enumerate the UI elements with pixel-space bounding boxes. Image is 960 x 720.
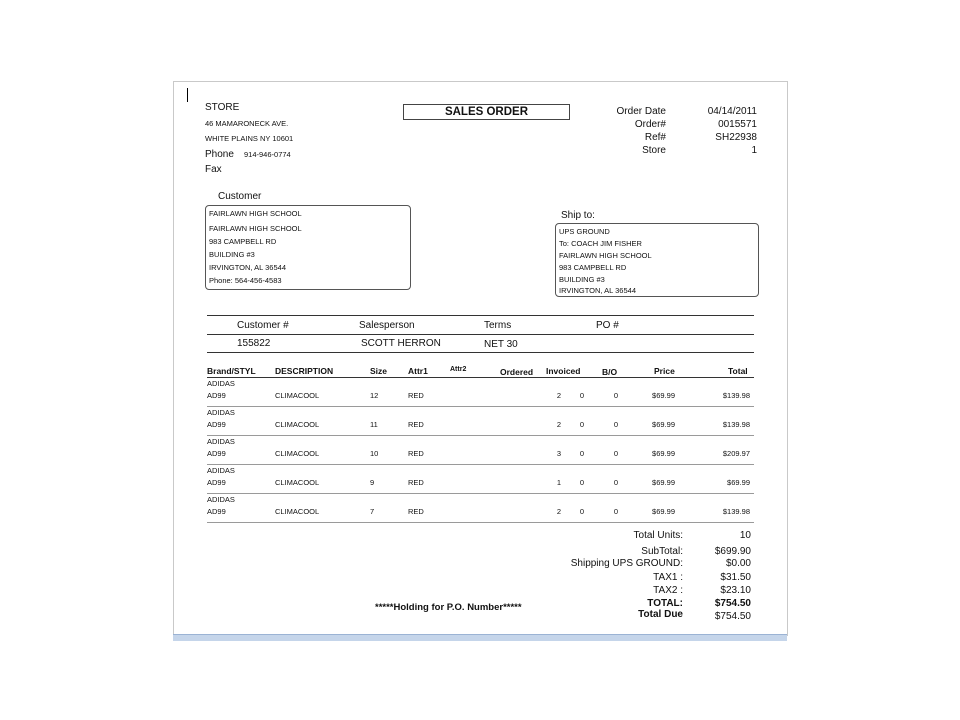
tax2: $23.10 [720,585,751,596]
customer-line-4: BUILDING #3 [209,250,255,259]
shipping-label: Shipping UPS GROUND: [570,558,683,569]
item-size: 9 [370,478,375,487]
item-ordered: 2 [556,391,561,400]
attr1-header: Attr1 [408,366,428,376]
item-description: CLIMACOOL [275,478,320,487]
tax2-label: TAX2 : [653,585,683,596]
item-attr1: RED [408,391,424,400]
tax1: $31.50 [720,572,751,583]
ship-to-line-3: FAIRLAWN HIGH SCHOOL [559,251,652,260]
order-info-bottom-rule [207,352,754,353]
shipping: $0.00 [725,558,751,569]
order-date-label: Order Date [616,106,666,117]
store-fax-label: Fax [205,164,222,175]
row-divider [207,464,754,465]
item-style: AD99 [207,478,226,487]
item-attr1: RED [408,449,424,458]
item-size: 12 [370,391,379,400]
item-attr1: RED [408,420,424,429]
item-description: CLIMACOOL [275,507,320,516]
item-price: $69.99 [652,478,675,487]
customer-address-box [205,205,411,290]
terms-header: Terms [484,320,512,331]
customer-number-header: Customer # [237,320,289,331]
item-ordered: 1 [556,478,561,487]
item-price: $69.99 [652,507,675,516]
item-invoiced: 0 [579,478,584,487]
description-header: DESCRIPTION [275,366,334,376]
item-description: CLIMACOOL [275,420,320,429]
grand-total-label: TOTAL: [647,598,683,609]
store-number-label: Store [642,145,666,156]
item-attr1: RED [408,507,424,516]
order-info-mid-rule [207,334,754,335]
row-divider [207,522,754,523]
items-header-rule [207,377,754,378]
item-description: CLIMACOOL [275,449,320,458]
item-style: AD99 [207,420,226,429]
store-phone-label: Phone [205,149,234,160]
ship-to-line-1: UPS GROUND [559,227,610,236]
order-info-top-rule [207,315,754,316]
item-ordered: 3 [556,449,561,458]
subtotal-label: SubTotal: [641,546,683,557]
row-divider [207,406,754,407]
document-title: SALES ORDER [403,104,570,120]
item-brand: ADIDAS [207,379,235,388]
store-address-line-2: WHITE PLAINS NY 10601 [205,134,294,143]
terms: NET 30 [484,339,518,350]
item-backorder: 0 [613,420,618,429]
ship-to-line-4: 983 CAMPBELL RD [559,263,627,272]
store-number: 1 [751,145,757,156]
ship-to-line-5: BUILDING #3 [559,275,605,284]
store-phone: 914-946-0774 [244,150,291,159]
ship-to-line-6: IRVINGTON, AL 36544 [559,286,636,295]
customer-label: Customer [218,191,262,202]
brand-style-header: Brand/STYL [207,366,256,376]
ship-to-label: Ship to: [561,210,595,221]
item-style: AD99 [207,449,226,458]
store-address-line-1: 46 MAMARONECK AVE. [205,119,289,128]
customer-line-2: FAIRLAWN HIGH SCHOOL [209,224,302,233]
item-invoiced: 0 [579,507,584,516]
text-cursor [187,88,188,102]
price-header: Price [654,366,675,376]
salesperson-header: Salesperson [359,320,415,331]
customer-line-1: FAIRLAWN HIGH SCHOOL [209,209,302,218]
subtotal: $699.90 [714,546,751,557]
item-total: $209.97 [722,449,750,458]
item-brand: ADIDAS [207,408,235,417]
item-ordered: 2 [556,507,561,516]
backorder-header: B/O [602,367,618,377]
total-units-label: Total Units: [633,530,683,541]
order-number-label: Order# [634,119,666,130]
customer-number: 155822 [237,338,271,349]
item-total: $139.98 [722,507,750,516]
size-header: Size [370,366,388,376]
po-number-header: PO # [596,320,619,331]
total-header: Total [728,366,748,376]
item-size: 11 [370,420,378,429]
item-style: AD99 [207,391,226,400]
row-divider [207,435,754,436]
order-number: 0015571 [718,119,757,130]
item-brand: ADIDAS [207,495,235,504]
item-brand: ADIDAS [207,466,235,475]
customer-phone: Phone: 564-456-4583 [209,276,282,285]
total-due-label: Total Due [638,609,683,620]
item-size: 7 [370,507,375,516]
customer-line-3: 983 CAMPBELL RD [209,237,277,246]
ordered-header: Ordered [500,367,534,377]
item-price: $69.99 [652,391,675,400]
item-ordered: 2 [556,420,561,429]
ref-number: SH22938 [715,132,757,143]
store-name: STORE [205,102,240,113]
page-bottom-edge [173,634,787,641]
item-invoiced: 0 [579,449,584,458]
item-backorder: 0 [613,507,618,516]
item-brand: ADIDAS [207,437,235,446]
item-price: $69.99 [652,420,675,429]
salesperson: SCOTT HERRON [361,338,441,349]
sales-order-document [173,81,788,636]
ship-to-address-box [555,223,759,297]
item-backorder: 0 [613,391,618,400]
ship-to-line-2: To: COACH JIM FISHER [559,239,642,248]
item-total: $139.98 [722,420,750,429]
item-description: CLIMACOOL [275,391,320,400]
item-total: $139.98 [722,391,750,400]
item-total: $69.99 [727,478,750,487]
item-attr1: RED [408,478,424,487]
item-size: 10 [370,449,379,458]
item-style: AD99 [207,507,226,516]
item-invoiced: 0 [579,420,584,429]
row-divider [207,493,754,494]
total-due: $754.50 [714,611,751,622]
attr2-header: Attr2 [450,366,467,373]
item-backorder: 0 [613,478,618,487]
tax1-label: TAX1 : [653,572,683,583]
grand-total: $754.50 [714,598,751,609]
item-backorder: 0 [613,449,618,458]
item-price: $69.99 [652,449,675,458]
invoiced-header: Invoiced [546,366,581,376]
item-invoiced: 0 [579,391,584,400]
total-units: 10 [739,530,751,541]
order-date: 04/14/2011 [707,106,757,117]
ref-number-label: Ref# [644,132,666,143]
customer-line-5: IRVINGTON, AL 36544 [209,263,286,272]
holding-note: *****Holding for P.O. Number***** [375,602,522,613]
